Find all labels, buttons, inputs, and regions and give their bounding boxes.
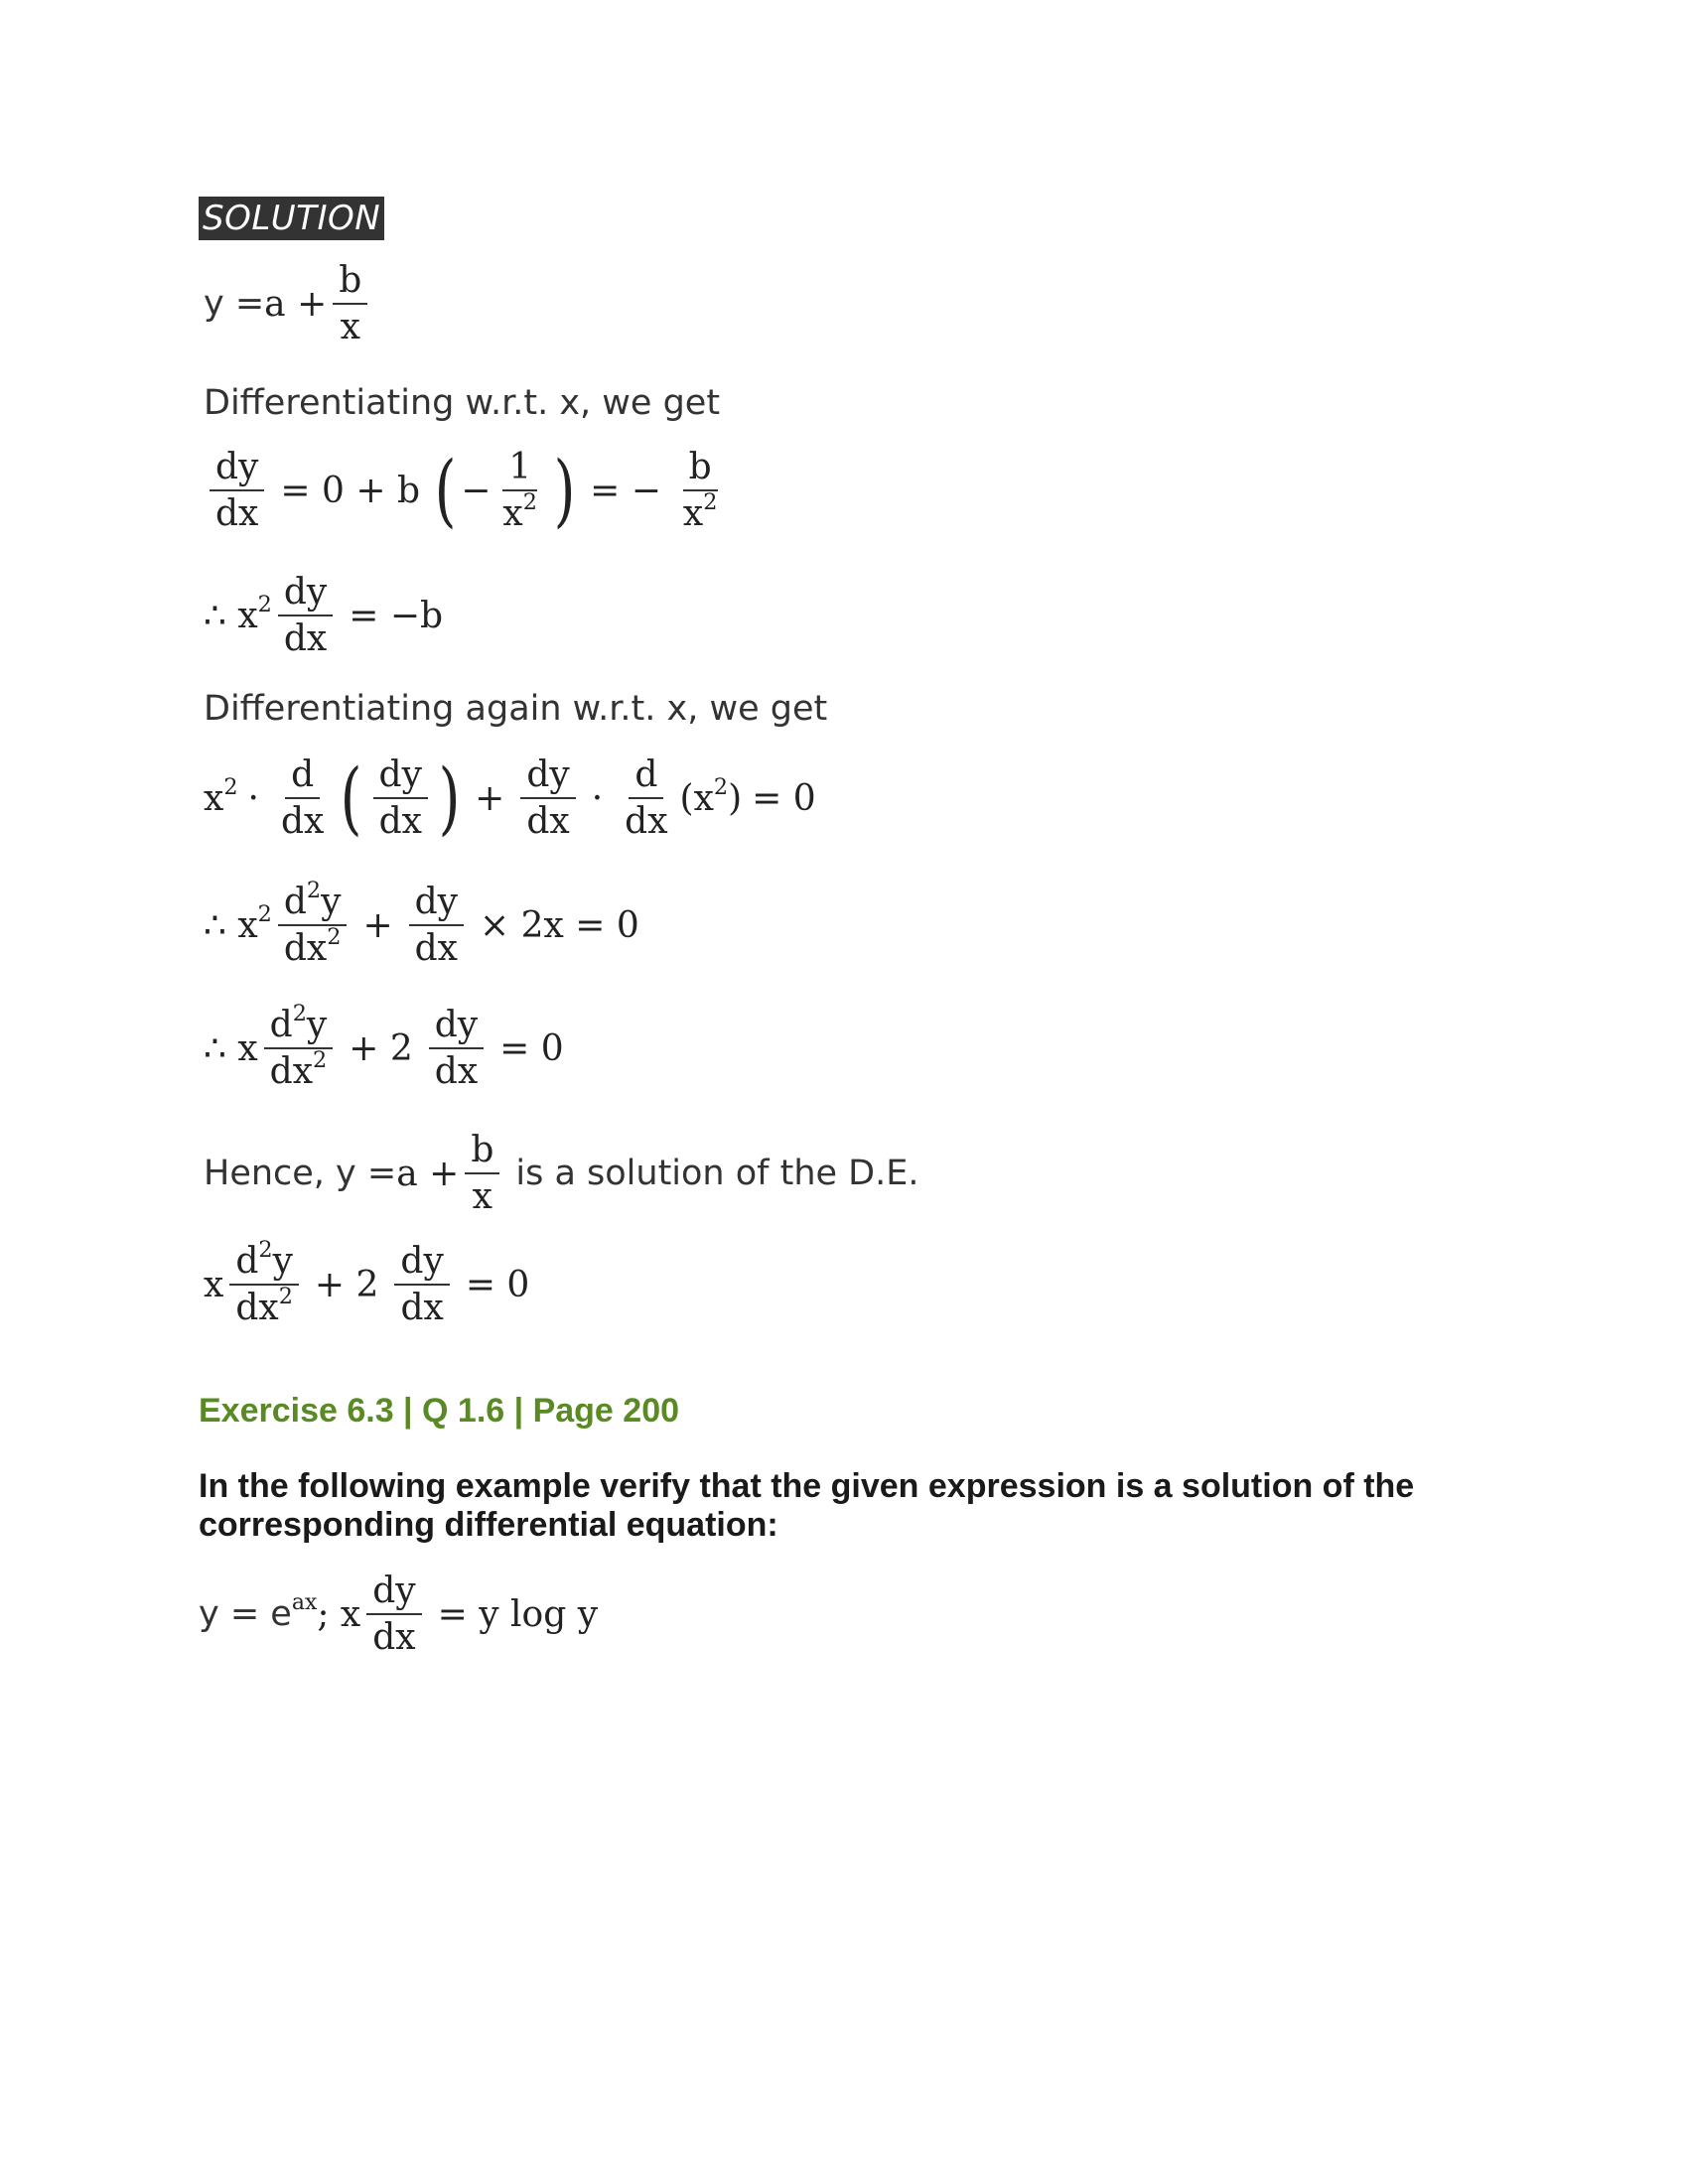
fraction-b-over-x [333, 260, 367, 348]
fraction-1-over-x2 [496, 447, 543, 535]
eq2-den2-exp: 2 [522, 489, 537, 516]
fraction-d-dx [275, 754, 330, 843]
equation-first-derivative [204, 444, 729, 537]
fraction-d2y-dx2 [264, 1000, 334, 1093]
eq5-therefore-text: ∴ x [204, 904, 258, 946]
eq6-num-exp: 2 [292, 1000, 307, 1026]
eq2-num3: b [683, 447, 718, 491]
eq3-num: dy [278, 572, 333, 616]
eq4-paren-exp: 2 [713, 773, 729, 800]
eq3-exp: 2 [257, 591, 272, 617]
eq3-therefore-text: ∴ x [204, 595, 258, 636]
eq8-num-d: d [235, 1241, 259, 1282]
fraction-d-dx [619, 754, 673, 843]
eq5-den-dx: dx [283, 928, 328, 970]
equation-de-final [204, 1236, 539, 1329]
eq6-den2: dx [434, 1051, 479, 1093]
eq5-therefore [204, 900, 272, 946]
eq3-therefore [204, 591, 272, 636]
eq6-num-y: y [306, 1005, 328, 1045]
equation-product-rule [204, 751, 826, 845]
eq3-den: dx [283, 618, 328, 660]
eq5-num2: dy [409, 882, 464, 926]
eq5-num-y: y [321, 882, 342, 922]
eq7-num: b [465, 1130, 499, 1174]
eq4-d-num: d [285, 754, 320, 799]
eq4-x: x [204, 777, 224, 819]
eq4-d2-den: dx [625, 801, 668, 843]
exercise-heading: Exercise 6.3 | Q 1.6 | Page 200 [199, 1392, 680, 1430]
eq5-den-exp: 2 [327, 924, 342, 951]
eq5-exp: 2 [257, 900, 272, 927]
text-differentiating: Differentiating w.r.t. x, we get [204, 383, 721, 423]
eq2-den2 [496, 491, 543, 534]
eq6-num2: dy [429, 1005, 484, 1049]
eq6-num-d: d [269, 1005, 293, 1045]
left-paren: ( [434, 444, 457, 537]
eq3-rhs: = −b [349, 595, 444, 636]
eq2-mid: = 0 + b [280, 470, 420, 511]
eq5-num-d: d [283, 882, 307, 922]
eq6-num [264, 1000, 334, 1049]
eq5-den2: dx [414, 928, 458, 970]
eq9-num: dy [366, 1570, 421, 1615]
eq6-den-dx: dx [269, 1051, 314, 1093]
eq4-exp: 2 [223, 773, 238, 800]
eq6-den [264, 1049, 334, 1092]
eq8-den [229, 1286, 299, 1328]
eq5-den [278, 926, 348, 969]
eq2-den2-base: x [502, 493, 523, 535]
eq8-num-exp: 2 [258, 1236, 273, 1263]
fraction-dy-dx [520, 754, 575, 843]
fraction-b-over-x [465, 1130, 499, 1218]
eq8-den2: dx [400, 1288, 444, 1329]
eq8-den-exp: 2 [278, 1284, 293, 1310]
eq4-dot2: · [591, 777, 604, 819]
eq4-dy-den: dx [526, 801, 570, 843]
fraction-d2y-dx2 [278, 877, 348, 970]
eq8-plus: + 2 [314, 1264, 379, 1305]
eq9-den: dx [372, 1617, 416, 1659]
fraction-dy-dx [429, 1005, 484, 1093]
eq5-rhs: × 2x = 0 [480, 904, 639, 946]
eq9-exp: ax [291, 1590, 318, 1616]
equation-de-result [204, 1000, 574, 1093]
left-paren: ( [341, 751, 362, 845]
fraction-dy-dx [278, 572, 333, 660]
eq4-in-num: dy [373, 754, 428, 799]
eq4-plus: + [475, 777, 505, 819]
eq2-eq: = − [590, 470, 661, 511]
equation-second-derivative [204, 877, 649, 970]
eq1-numerator: b [333, 260, 367, 305]
solution-label: SOLUTION [199, 197, 384, 240]
eq2-den3-base: x [682, 493, 704, 535]
fraction-dy-dx [394, 1241, 449, 1329]
fraction-dy-dx [409, 882, 464, 970]
right-paren: ) [553, 444, 576, 537]
eq8-rhs: = 0 [465, 1264, 530, 1305]
eq8-num-y: y [272, 1241, 293, 1282]
question-text: In the following example verify that the given expression is a solution of the corresponding differential equation: [199, 1467, 1415, 1545]
text-differentiating-again: Differentiating again w.r.t. x, we get [204, 689, 828, 729]
eq6-rhs: = 0 [499, 1027, 564, 1069]
fraction-dy-dx [366, 1570, 421, 1659]
eq2-den3-exp: 2 [703, 489, 718, 516]
eq4-rhs: = 0 [752, 777, 816, 819]
eq9-semi: ; x [317, 1593, 361, 1635]
eq4-in-den: dx [378, 801, 422, 843]
eq1-lhs: y = [204, 284, 265, 325]
eq5-num [278, 877, 348, 926]
eq4-x2 [204, 773, 238, 819]
fraction-dy-dx [210, 447, 264, 535]
eq7-hence: Hence, y = [204, 1154, 397, 1194]
eq5-plus: + [362, 904, 393, 946]
eq8-den-dx: dx [235, 1288, 279, 1329]
eq2-den1: dx [215, 493, 259, 535]
eq4-dy-num: dy [520, 754, 575, 799]
eq2-num1: dy [210, 447, 264, 491]
fraction-b-over-x2 [677, 447, 724, 535]
eq8-num [229, 1236, 299, 1286]
eq7-tail: is a solution of the D.E. [515, 1154, 919, 1194]
eq7-den: x [472, 1176, 492, 1218]
eq2-den3 [677, 491, 724, 534]
eq4-d2-num: d [629, 754, 663, 799]
eq8-num2: dy [394, 1241, 449, 1286]
eq5-num-exp: 2 [306, 877, 322, 903]
fraction-d2y-dx2 [229, 1236, 299, 1329]
equation-x2-dydx [204, 572, 453, 660]
eq4-paren-x2: $(x^2)$ [679, 773, 743, 819]
eq4-dot: · [247, 777, 259, 819]
eq6-plus: + 2 [349, 1027, 413, 1069]
eq4-d-den: dx [280, 801, 325, 843]
equation-given-function [204, 260, 373, 348]
eq1-denominator: x [340, 307, 360, 348]
eq9-lhs-text: y = e [199, 1594, 292, 1635]
eq4-paren-x: x [693, 777, 714, 819]
equation-hence [204, 1130, 918, 1218]
eq1-a-plus: a + [264, 283, 328, 325]
equation-question [199, 1570, 608, 1659]
eq9-rhs: = y log y [437, 1593, 599, 1635]
eq2-minus: − [461, 470, 492, 511]
eq9-lhs [199, 1590, 318, 1635]
eq6-den-exp: 2 [313, 1047, 328, 1074]
eq8-x: x [204, 1264, 224, 1305]
eq7-a-plus: a + [396, 1153, 460, 1194]
right-paren: ) [438, 751, 461, 845]
eq6-therefore: ∴ x [204, 1027, 258, 1069]
fraction-dy-dx [373, 754, 428, 843]
eq2-num2: 1 [502, 447, 537, 491]
